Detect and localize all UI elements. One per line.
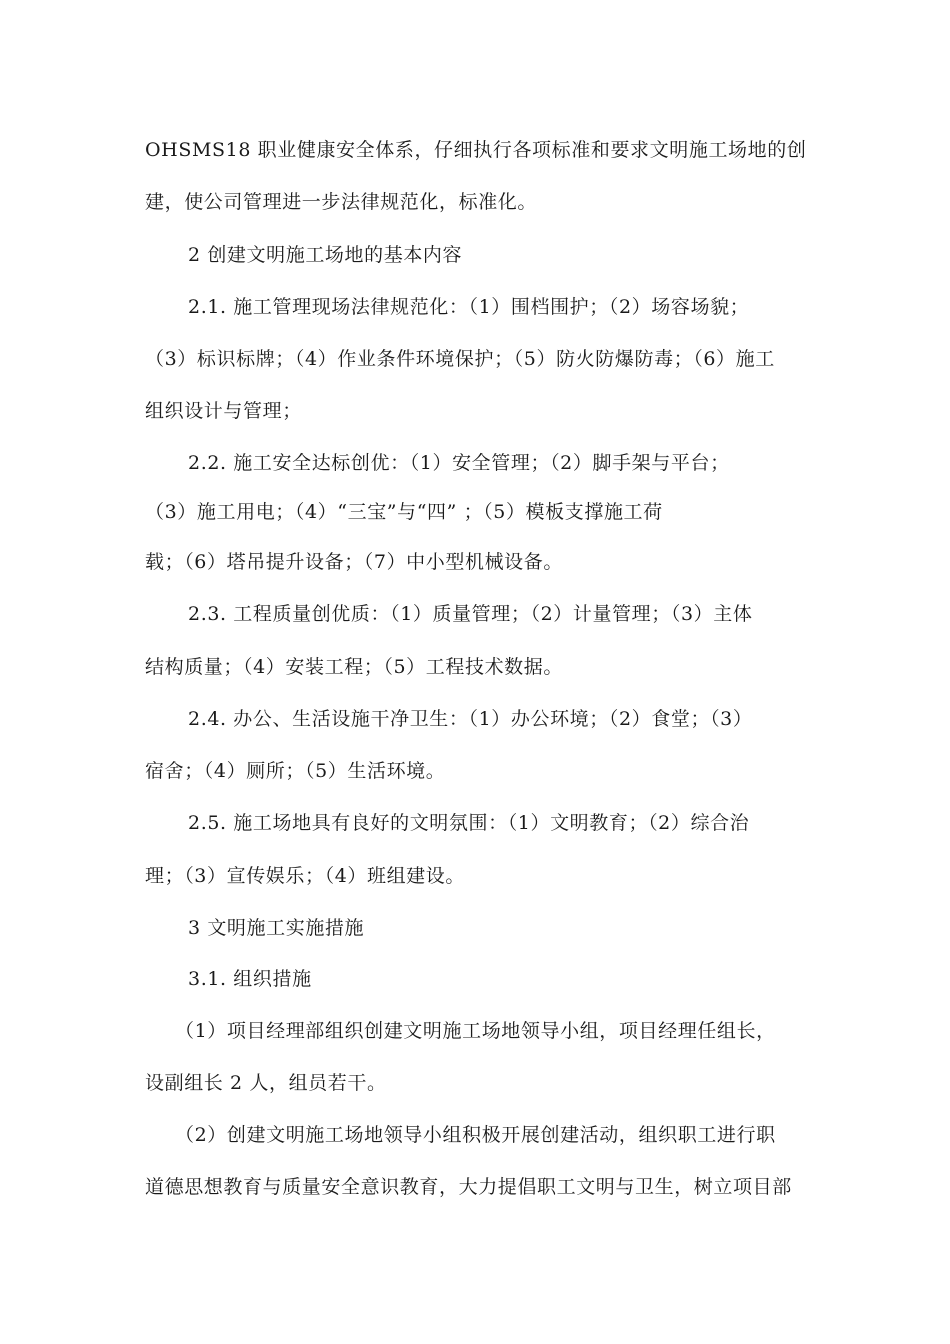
paragraph-line: 结构质量；（4）安装工程；（5）工程技术数据。 [145,656,563,678]
paragraph-line: 设副组长 2 人，组员若干。 [145,1072,387,1094]
paragraph-line: 道德思想教育与质量安全意识教育，大力提倡职工文明与卫生，树立项目部 [145,1176,792,1198]
paragraph-line: 2.2. 施工安全达标创优：（1）安全管理；（2）脚手架与平台； [188,452,730,474]
paragraph-line: 组织设计与管理； [145,400,302,422]
paragraph-line: 理；（3）宣传娱乐；（4）班组建设。 [145,865,465,887]
paragraph-line: 载；（6）塔吊提升设备；（7）中小型机械设备。 [145,551,563,573]
paragraph-line: 2.4. 办公、生活设施干净卫生：（1）办公环境；（2）食堂；（3） [188,708,753,730]
paragraph-line: （1）项目经理部组织创建文明施工场地领导小组，项目经理任组长， [175,1020,776,1042]
paragraph-line: 2.5. 施工场地具有良好的文明氛围：（1）文明教育；（2）综合治 [188,812,750,834]
section-heading: 2 创建文明施工场地的基本内容 [188,244,463,266]
subsection-heading: 3.1. 组织措施 [188,968,312,990]
section-heading: 3 文明施工实施措施 [188,917,365,939]
paragraph-line: 宿舍；（4）厕所；（5）生活环境。 [145,760,446,782]
paragraph-line: （3）施工用电；（4）“三宝”与“四” ；（5）模板支撑施工荷 [145,501,663,523]
paragraph-line: 2.3. 工程质量创优质：（1）质量管理；（2）计量管理；（3）主体 [188,603,753,625]
paragraph-line: 2.1. 施工管理现场法律规范化：（1）围档围护；（2）场容场貌； [188,296,750,318]
paragraph-line: （2）创建文明施工场地领导小组积极开展创建活动，组织职工进行职 [175,1124,776,1146]
paragraph-line: 建，使公司管理进一步法律规范化，标准化。 [145,191,538,213]
paragraph-line: OHSMS18 职业健康安全体系，仔细执行各项标准和要求文明施工场地的创 [145,139,807,161]
paragraph-line: （3）标识标牌；（4）作业条件环境保护；（5）防火防爆防毒；（6）施工 [145,348,775,370]
